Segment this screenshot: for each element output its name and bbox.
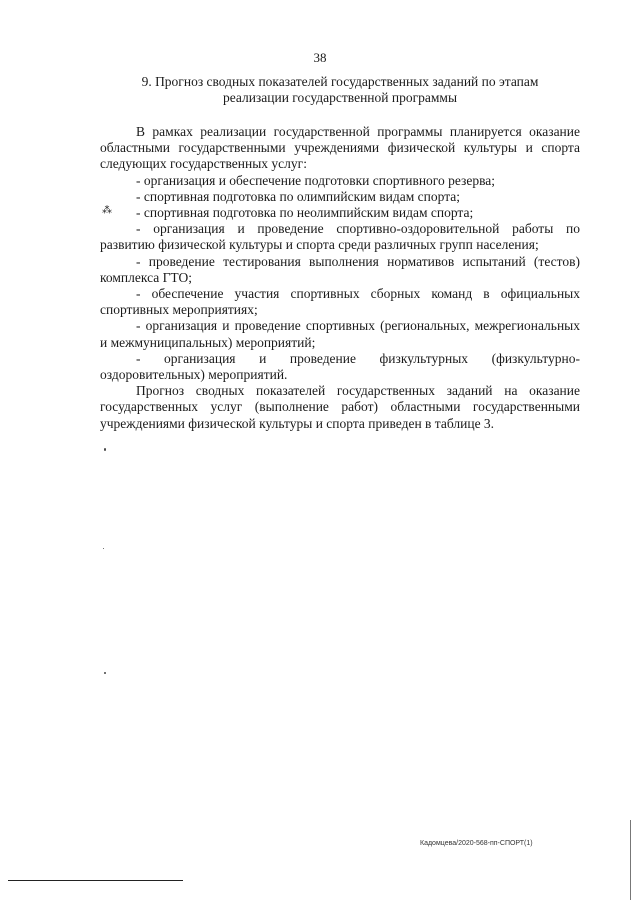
closing-paragraph: Прогноз сводных показателей государственных заданий на оказание государственных услуг (выполнение работ) областными государственными учреждениями физической культуры и спорта приведен в таблице 3. (100, 383, 580, 431)
scan-speck (103, 548, 104, 549)
service-item-2: - спортивная подготовка по олимпийским видам спорта; (136, 188, 461, 204)
intro-paragraph: В рамках реализации государственной программы планируется оказание областными государственными учреждениями физической культуры и спорта следующих государственных услуг: (100, 124, 580, 172)
page-number: 38 (313, 50, 327, 65)
scan-speck (104, 448, 106, 451)
section-heading-line-1: 9. Прогноз сводных показателей государственных заданий по этапам (141, 74, 539, 89)
service-item-4: - организация и проведение спортивно-оздоровительной работы по развитию физической культуры и спорта среди различных групп населения; (100, 221, 580, 253)
scan-speck (104, 672, 106, 674)
document-footer-code: Кадомцева/2020-568-пп-СПОРТ(1) (420, 840, 533, 847)
service-item-7: - организация и проведение спортивных (региональных, межрегиональных и межмуниципальных) мероприятий; (100, 318, 580, 350)
service-item-5: - проведение тестирования выполнения нормативов испытаний (тестов) комплекса ГТО; (100, 253, 580, 285)
scan-edge-line (630, 820, 631, 900)
bottom-divider (8, 880, 183, 881)
section-heading (100, 74, 580, 106)
service-item-6: - обеспечение участия спортивных сборных команд в официальных спортивных мероприятиях; (100, 286, 580, 318)
body-text (100, 124, 580, 432)
service-item-1: - организация и обеспечение подготовки спортивного резерва; (136, 172, 496, 188)
scan-artifact-icon: ⁂ (102, 205, 112, 216)
service-item-8: - организация и проведение физкультурных (физкультурно-оздоровительных) мероприятий. (100, 350, 580, 383)
section-heading-line-2: реализации государственной программы (222, 90, 458, 105)
service-item-3: - спортивная подготовка по неолимпийским видам спорта; (136, 205, 474, 221)
